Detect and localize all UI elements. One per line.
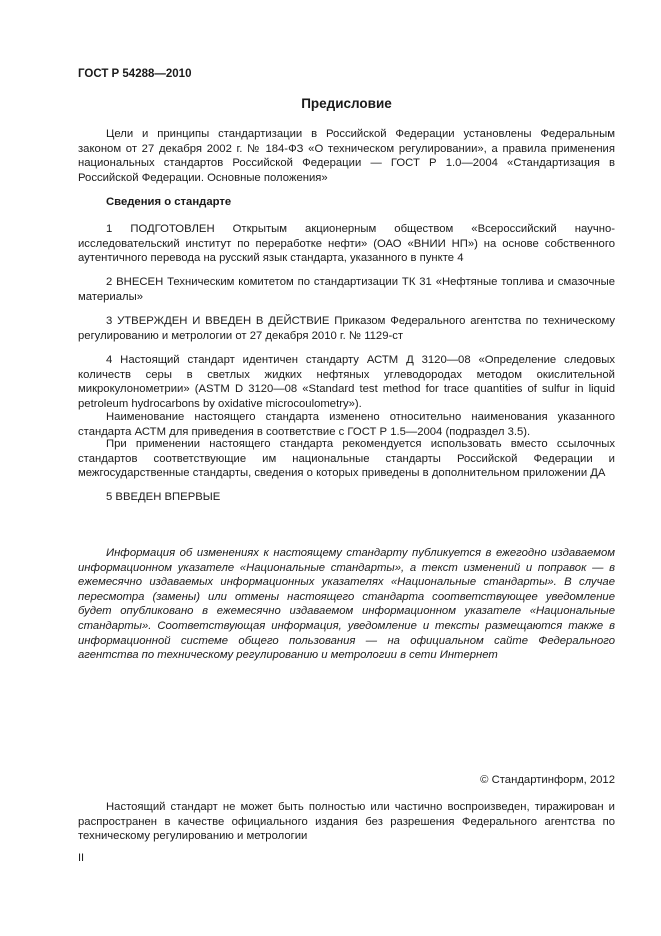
item-4-note-name: Наименование настоящего стандарта изменено относительно наименования указанного стандарта АСТМ для приведения в соответствие с ГОСТ Р 1.5—2004 (подраздел 3.5). <box>78 411 615 438</box>
change-notice-paragraph: Информация об изменениях к настоящему стандарту публикуется в ежегодно издаваемом информационном указателе «Национальные стандарты», а текст изменений и поправок — в ежемесячно издаваемых информационных указателях «Национальные стандарты». В случае пересмотра (замены) или отмены настоящего стандарта соответствующее уведомление будет опубликовано в ежемесячно издаваемом информационном указателе «Национальные стандарты». Соответствующая информация, уведомление и тексты размещаются также в информационной системе общего пользования — на официальном сайте Федерального агентства по техническому регулированию и метрологии в сети Интернет <box>78 547 615 662</box>
item-2-paragraph: 2 ВНЕСЕН Техническим комитетом по стандартизации ТК 31 «Нефтяные топлива и смазочные материалы» <box>78 276 615 303</box>
copyright-line: © Стандартинформ, 2012 <box>480 774 615 786</box>
page-title: Предисловие <box>301 96 392 111</box>
page-number: II <box>78 852 85 864</box>
reproduction-notice: Настоящий стандарт не может быть полностью или частично воспроизведен, тиражирован и распространен в качестве официального издания без разрешения Федерального агентства по техническому регулированию и метрологии <box>78 801 615 843</box>
item-3-paragraph: 3 УТВЕРЖДЕН И ВВЕДЕН В ДЕЙСТВИЕ Приказом Федерального агентства по техническому регулированию и метрологии от 27 декабря 2010 г. № 1129-ст <box>78 315 615 342</box>
section-subheading: Сведения о стандарте <box>106 196 232 208</box>
item-4-paragraph: 4 Настоящий стандарт идентичен стандарту АСТМ Д 3120—08 «Определение следовых количеств серы в светлых жидких нефтяных углеводородах методом окислительной микрокулонометрии» (ASTM D 3120—08 «Standard test method for trace quantities of sulfur in liquid petroleum hydrocarbons by oxidative microcoulometry»). <box>78 354 615 410</box>
item-5-paragraph: 5 ВВЕДЕН ВПЕРВЫЕ <box>106 491 221 503</box>
document-code: ГОСТ Р 54288—2010 <box>78 68 192 80</box>
item-4-note-references: При применении настоящего стандарта рекомендуется использовать вместо ссылочных стандартов соответствующие им национальные стандарты Российской Федерации и межгосударственные стандарты, сведения о которых приведены в дополнительном приложении ДА <box>78 438 615 480</box>
item-1-paragraph: 1 ПОДГОТОВЛЕН Открытым акционерным обществом «Всероссийский научно-исследовательский институт по переработке нефти» (ОАО «ВНИИ НП») на основе собственного аутентичного перевода на русский язык стандарта, указанного в пункте 4 <box>78 223 615 265</box>
intro-paragraph: Цели и принципы стандартизации в Российской Федерации установлены Федеральным законом от 27 декабря 2002 г. № 184-ФЗ «О техническом регулировании», а правила применения национальных стандартов Российской Федерации — ГОСТ Р 1.0—2004 «Стандартизация в Российской Федерации. Основные положения» <box>78 128 615 184</box>
